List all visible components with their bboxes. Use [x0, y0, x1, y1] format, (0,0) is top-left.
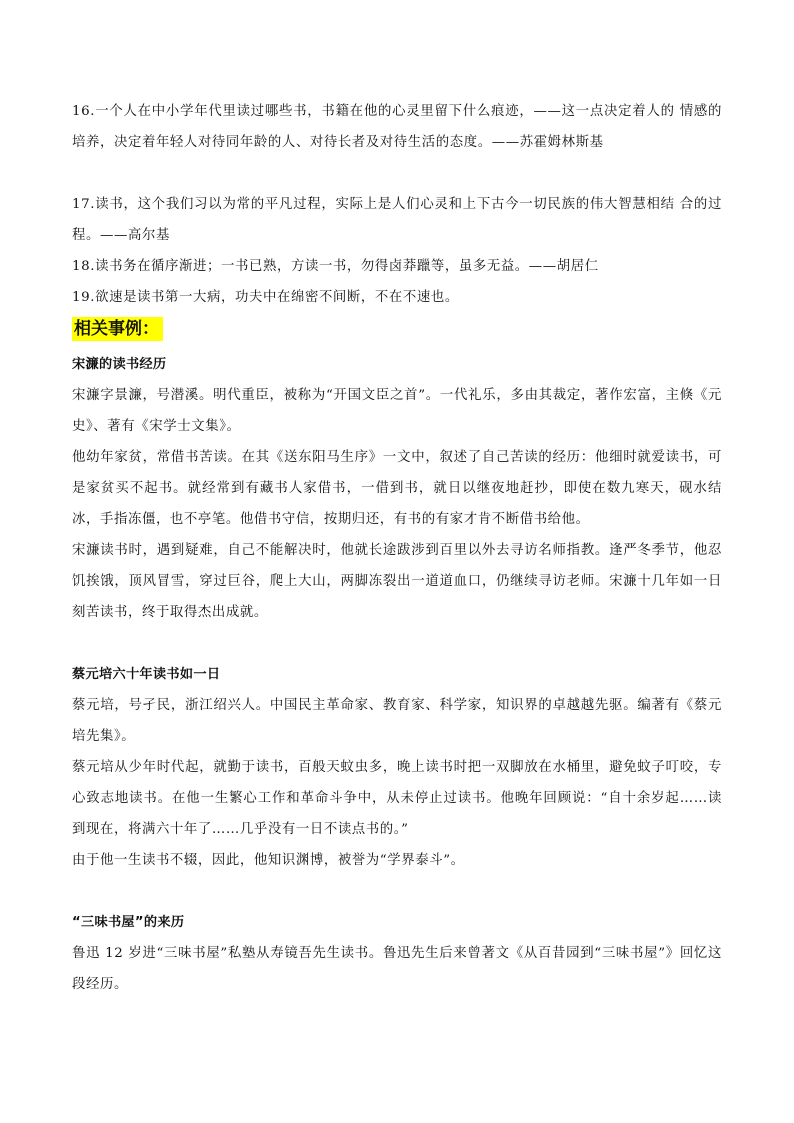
quote-19: 19.欲速是读书第一大病，功夫中在绵密不间断，不在不速也。	[72, 290, 459, 305]
story-paragraph: 由于他一生读书不辍，因此，他知识渊博，被誉为“学界泰斗”。	[72, 853, 465, 868]
quote-18: 18.读书务在循序渐进；一书已熟，方读一书，勿得卤莽躐等，虽多无益。——胡居仁	[72, 259, 599, 274]
section-heading: 相关事例：	[72, 317, 163, 341]
story-title-sanwei-shuwu: “三味书屋”的来历	[72, 915, 185, 930]
story-paragraph: 鲁迅 12 岁进“三味书屋”私塾从寿镜吾先生读书。鲁迅先生后来曾著文《从百昔园到“三味书屋”》回忆这段经历。	[72, 946, 722, 992]
story-paragraph: 宋濂字景濂，号潜溪。明代重臣，被称为“开国文臣之首”。一代礼乐，多由其裁定，著作宏富，主倏《元史》、著有《宋学士文集》。	[72, 388, 722, 434]
quote-16: 16.一个人在中小学年代里读过哪些书，书籍在他的心灵里留下什么痕迹，——这一点决定着人的 情感的培养，决定着年轻人对待同年龄的人、对待长者及对待生活的态度。——苏霍姆林斯基	[72, 104, 722, 150]
story-paragraph: 蔡元培从少年时代起，就勤于读书，百般天蚊虫多，晚上读书时把一双脚放在水桶里，避免蚊子叮咬，专心致志地读书。在他一生繁心工作和革命斗争中，从未停止过读书。他晚年回顾说：“自十余岁起……读到现在，将满六十年了……几乎没有一日不读点书的。”	[72, 760, 722, 837]
spacer	[72, 158, 722, 189]
spacer	[72, 628, 722, 659]
story-paragraph: 蔡元培，号孑民，浙江绍兴人。中国民主革命家、教育家、科学家，知识界的卓越越先驱。编著有《蔡元培先集》。	[72, 698, 722, 744]
story-title-song-lian: 宋濂的读书经历	[72, 357, 167, 372]
section-heading-wrap	[72, 317, 722, 343]
story-title-cai-yuanpei: 蔡元培六十年读书如一日	[72, 667, 221, 682]
quote-17: 17.读书，这个我们习以为常的平凡过程，实际上是人们心灵和上下古今一切民族的伟大智慧相结 合的过程。——高尔基	[72, 197, 722, 243]
story-paragraph: 他幼年家贫，常借书苦读。在其《送东阳马生序》一文中，叙述了自己苦读的经历：他细时就爱读书，可是家贫买不起书。就经常到有藏书人家借书，一借到书，就日以继夜地赶抄，即使在数九寒天，砚水结冰，手指冻僵，也不亭笔。他借书守信，按期归还，有书的有家才肯不断借书给他。	[72, 450, 722, 527]
spacer	[72, 876, 722, 907]
story-paragraph: 宋濂读书时，遇到疑难，自己不能解决时，他就长途跋涉到百里以外去寻访名师指教。逢严冬季节，他忍饥挨饿，顶风冒雪，穿过巨谷，爬上大山，两脚冻裂出一道道血口，仍继续寻访老师。宋濂十几年如一日刻苦读书，终于取得杰出成就。	[72, 543, 722, 620]
